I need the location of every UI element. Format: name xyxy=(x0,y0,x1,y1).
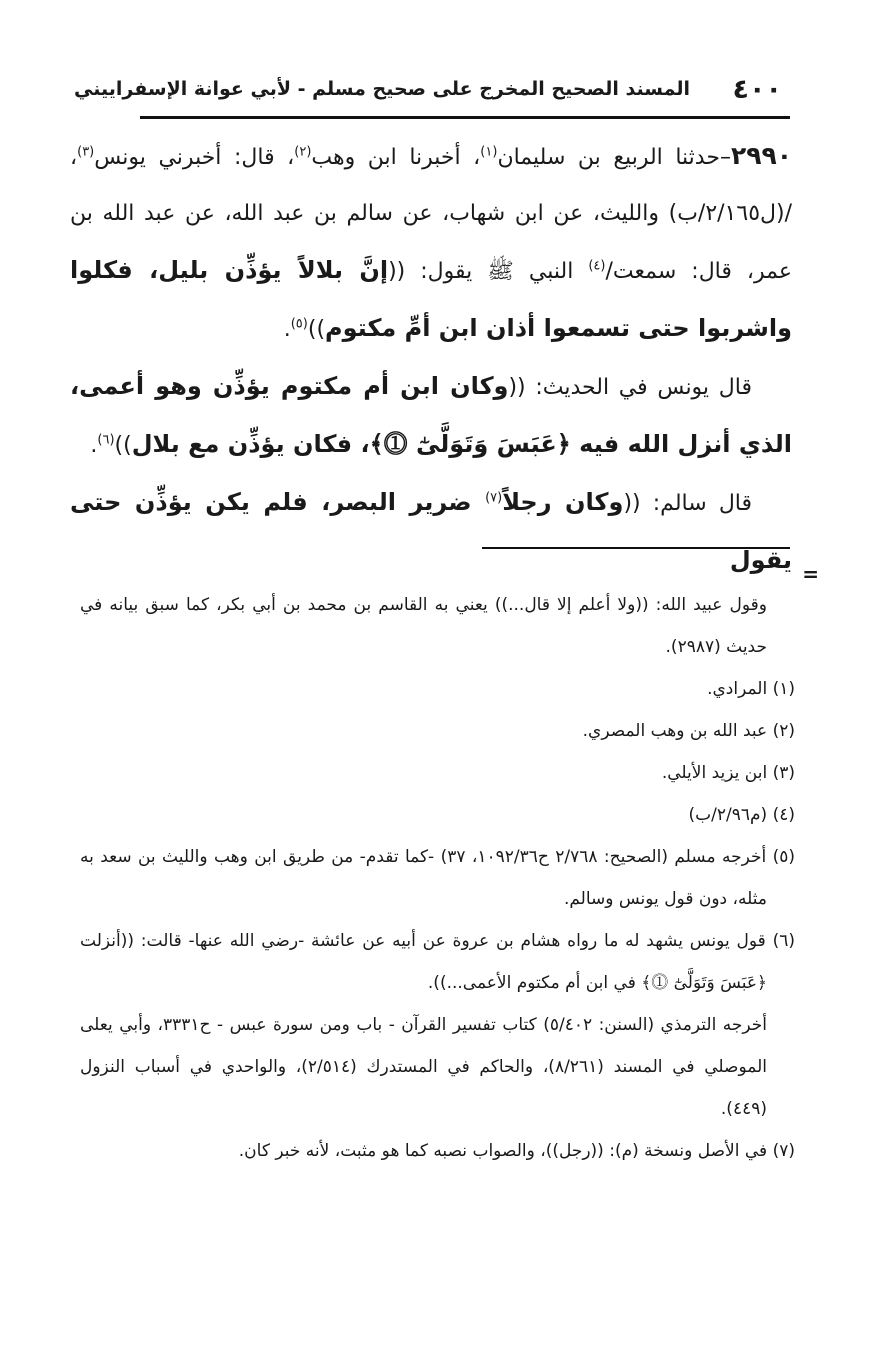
yunus-paragraph xyxy=(70,358,792,474)
footnote-6-sources: أخرجه الترمذي (السنن: ٥/٤٠٢) كتاب تفسير القرآن - باب ومن سورة عبس - ح٣٣٣١، وأبي يعلى الموصلي في المسند (٨/٢٦١)، والحاكم في المستدرك (٢/٥١٤)، والواحدي في أسباب النزول (٤٤٩). xyxy=(80,1015,767,1119)
footnote-6: (٦) قول يونس يشهد له ما رواه هشام بن عروة عن أبيه عن عائشة -رضي الله عنها- قالت: ((أنزلت ﴿عَبَسَ وَتَوَلَّىٰٓ ⓵﴾ في ابن أم مكتوم الأعمى...)). xyxy=(80,931,795,993)
salim-paragraph xyxy=(70,474,792,590)
continuation-mark: = xyxy=(802,562,819,586)
main-text xyxy=(70,128,792,590)
matn-text: إنَّ بلالاً يؤذِّن بليل، فكلوا واشربوا حتى تسمعوا أذان ابن أمِّ مكتوم xyxy=(70,256,792,342)
isnad-part: ، قال: أخبرني يونس xyxy=(94,145,295,170)
isnad-part: ، أخبرنا ابن وهب xyxy=(311,145,481,170)
footnote-ref: (٤) xyxy=(588,258,606,274)
footnote-ref: (٢) xyxy=(294,144,312,160)
quote-close: )) xyxy=(307,317,326,342)
quote-close: )) xyxy=(114,433,132,458)
isnad-part: ، /(ل٢/١٦٥/ب) والليث، عن ابن شهاب، عن سالم بن عبد الله، عن عبد الله بن عمر، قال: سمعت/ xyxy=(70,145,792,284)
footnote-continuation: وقول عبيد الله: ((ولا أعلم إلا قال...)) يعني به القاسم بن محمد بن أبي بكر، كما سبق بيانه في حديث (٢٩٨٧). xyxy=(80,595,767,657)
isnad-part: النبي ﷺ يقول: (( xyxy=(388,259,589,284)
hadith-number: ٢٩٩٠ xyxy=(730,141,792,170)
narration-intro: قال سالم: (( xyxy=(623,491,753,516)
footnote-ref: (٦) xyxy=(97,432,115,448)
isnad-part: –حدثنا الربيع بن سليمان xyxy=(497,145,731,170)
footnote-4: (٤) (م٢/٩٦/ب) xyxy=(688,805,795,825)
footnote-3: (٣) ابن يزيد الأيلي. xyxy=(661,763,795,783)
footnote-separator xyxy=(482,547,790,549)
page-header xyxy=(74,72,790,119)
footnotes xyxy=(80,584,795,1172)
hadith-paragraph xyxy=(70,128,792,358)
period: . xyxy=(90,433,98,458)
footnote-7: (٧) في الأصل ونسخة (م): ((رجل))، والصواب نصبه كما هو مثبت، لأنه خبر كان. xyxy=(238,1141,795,1161)
running-title: المسند الصحيح المخرج على صحيح مسلم - لأبي عوانة الإسفراييني xyxy=(74,78,690,100)
footnote-ref: (٥) xyxy=(290,316,308,332)
footnote-2: (٢) عبد الله بن وهب المصري. xyxy=(582,721,795,741)
matn-text: ضرير البصر، فلم يكن يؤذِّن حتى يقول xyxy=(70,488,792,574)
matn-text: وكان ابن أم مكتوم يؤذِّن وهو أعمى، الذي أنزل الله فيه ﴿عَبَسَ وَتَوَلَّىٰٓ ⓵﴾، فكان يؤذِّن مع بلال xyxy=(70,372,792,458)
footnote-ref: (١) xyxy=(480,144,498,160)
page-number: ٤٠٠ xyxy=(732,74,782,105)
footnote-1: (١) المرادي. xyxy=(707,679,795,699)
footnote-5: (٥) أخرجه مسلم (الصحيح: ٢/٧٦٨ ح١٠٩٢/٣٦، ٣٧) -كما تقدم- من طريق ابن وهب والليث بن سعد به مثله، دون قول يونس وسالم. xyxy=(80,847,795,909)
matn-text: وكان رجلاً xyxy=(502,488,624,516)
period: . xyxy=(283,317,291,342)
footnote-ref: (٧) xyxy=(485,490,503,506)
footnote-ref: (٣) xyxy=(77,144,95,160)
narration-intro: قال يونس في الحديث: (( xyxy=(508,375,752,400)
